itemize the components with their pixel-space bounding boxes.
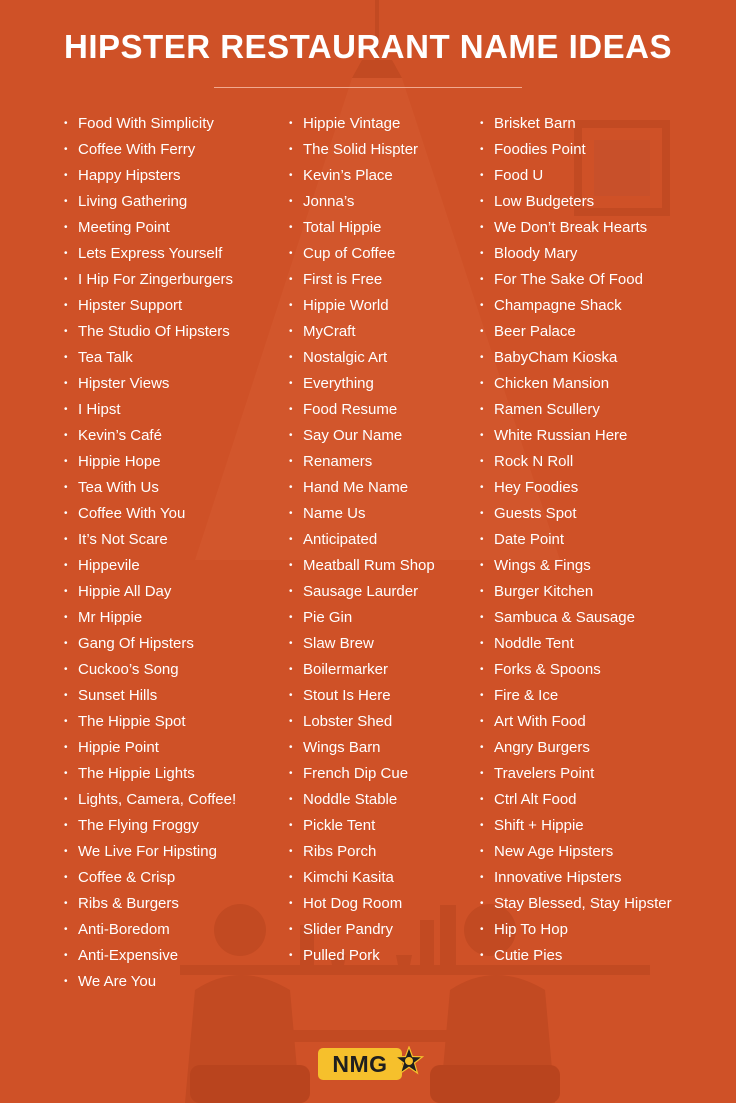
list-item: • Hippie Point [64, 736, 236, 762]
list-item: • We Are You [64, 970, 236, 996]
list-item: • Kimchi Kasita [289, 866, 435, 892]
title-divider [214, 87, 522, 88]
list-item: • Travelers Point [480, 762, 672, 788]
list-item: • The Hippie Spot [64, 710, 236, 736]
list-item: • Lobster Shed [289, 710, 435, 736]
list-item: • We Live For Hipsting [64, 840, 236, 866]
list-item: • Sambuca & Sausage [480, 606, 672, 632]
list-item: • Lights, Camera, Coffee! [64, 788, 236, 814]
list-item: • Nostalgic Art [289, 346, 435, 372]
list-item: • Meeting Point [64, 216, 236, 242]
list-item: • Hot Dog Room [289, 892, 435, 918]
list-item: • Rock N Roll [480, 450, 672, 476]
logo-text: NMG [332, 1051, 388, 1077]
list-item: • The Hippie Lights [64, 762, 236, 788]
list-item: • Say Our Name [289, 424, 435, 450]
list-item: • Meatball Rum Shop [289, 554, 435, 580]
list-item: • Hand Me Name [289, 476, 435, 502]
list-item: • Gang Of Hipsters [64, 632, 236, 658]
name-list-column-1 [64, 112, 236, 996]
list-item: • Lets Express Yourself [64, 242, 236, 268]
list-item: • Kevin’s Place [289, 164, 435, 190]
list-item: • White Russian Here [480, 424, 672, 450]
list-item: • Slaw Brew [289, 632, 435, 658]
list-item: • We Don’t Break Hearts [480, 216, 672, 242]
list-item: • The Flying Froggy [64, 814, 236, 840]
list-item: • Shift + Hippie [480, 814, 672, 840]
list-item: • Boilermarker [289, 658, 435, 684]
list-item: • Ramen Scullery [480, 398, 672, 424]
list-item: • Hip To Hop [480, 918, 672, 944]
list-item: • Stout Is Here [289, 684, 435, 710]
list-item: • Angry Burgers [480, 736, 672, 762]
nmg-logo [318, 1046, 426, 1082]
list-item: • Tea Talk [64, 346, 236, 372]
list-item: • Coffee With You [64, 502, 236, 528]
page-title: HIPSTER RESTAURANT NAME IDEAS [64, 28, 672, 65]
list-item: • Chicken Mansion [480, 372, 672, 398]
list-item: • Sausage Laurder [289, 580, 435, 606]
list-item: • Coffee With Ferry [64, 138, 236, 164]
list-item: • Living Gathering [64, 190, 236, 216]
list-item: • Slider Pandry [289, 918, 435, 944]
list-item: • Forks & Spoons [480, 658, 672, 684]
list-item: • Total Hippie [289, 216, 435, 242]
list-item: • Ctrl Alt Food [480, 788, 672, 814]
star-badge-icon [394, 1046, 424, 1076]
list-item: • Food U [480, 164, 672, 190]
list-item: • Ribs & Burgers [64, 892, 236, 918]
list-item: • Stay Blessed, Stay Hipster [480, 892, 672, 918]
list-item: • BabyCham Kioska [480, 346, 672, 372]
list-item: • It’s Not Scare [64, 528, 236, 554]
list-item: • Pickle Tent [289, 814, 435, 840]
list-item: • Hippevile [64, 554, 236, 580]
list-item: • Coffee & Crisp [64, 866, 236, 892]
name-list-column-3 [480, 112, 672, 970]
list-item: • French Dip Cue [289, 762, 435, 788]
list-item: • The Solid Hispter [289, 138, 435, 164]
list-item: • Wings Barn [289, 736, 435, 762]
list-item: • Hey Foodies [480, 476, 672, 502]
list-item: • New Age Hipsters [480, 840, 672, 866]
list-item: • First is Free [289, 268, 435, 294]
list-item: • Pie Gin [289, 606, 435, 632]
list-item: • Kevin’s Café [64, 424, 236, 450]
list-item: • Cutie Pies [480, 944, 672, 970]
list-item: • Wings & Fings [480, 554, 672, 580]
list-item: • Cuckoo’s Song [64, 658, 236, 684]
list-item: • Renamers [289, 450, 435, 476]
list-item: • Hippie All Day [64, 580, 236, 606]
list-item: • For The Sake Of Food [480, 268, 672, 294]
list-item: • MyCraft [289, 320, 435, 346]
list-item: • Beer Palace [480, 320, 672, 346]
list-item: • Happy Hipsters [64, 164, 236, 190]
list-item: • Jonna’s [289, 190, 435, 216]
list-item: • Noddle Tent [480, 632, 672, 658]
list-item: • Low Budgeters [480, 190, 672, 216]
list-item: • Anti-Expensive [64, 944, 236, 970]
list-item: • I Hip For Zingerburgers [64, 268, 236, 294]
list-item: • Date Point [480, 528, 672, 554]
list-item: • Food With Simplicity [64, 112, 236, 138]
list-item: • Name Us [289, 502, 435, 528]
list-item: • Foodies Point [480, 138, 672, 164]
list-item: • Cup of Coffee [289, 242, 435, 268]
list-item: • Hipster Views [64, 372, 236, 398]
list-item: • Hippie Hope [64, 450, 236, 476]
list-item: • Bloody Mary [480, 242, 672, 268]
list-item: • Everything [289, 372, 435, 398]
list-item: • Innovative Hipsters [480, 866, 672, 892]
list-item: • Tea With Us [64, 476, 236, 502]
list-item: • Anticipated [289, 528, 435, 554]
list-item: • Brisket Barn [480, 112, 672, 138]
list-item: • Anti-Boredom [64, 918, 236, 944]
list-item: • The Studio Of Hipsters [64, 320, 236, 346]
list-item: • Mr Hippie [64, 606, 236, 632]
list-item: • Guests Spot [480, 502, 672, 528]
list-item: • Hipster Support [64, 294, 236, 320]
list-item: • Sunset Hills [64, 684, 236, 710]
list-item: • Champagne Shack [480, 294, 672, 320]
list-item: • Art With Food [480, 710, 672, 736]
list-item: • Pulled Pork [289, 944, 435, 970]
name-list-column-2 [289, 112, 435, 970]
list-item: • Fire & Ice [480, 684, 672, 710]
list-item: • I Hipst [64, 398, 236, 424]
list-item: • Noddle Stable [289, 788, 435, 814]
list-item: • Burger Kitchen [480, 580, 672, 606]
list-item: • Hippie World [289, 294, 435, 320]
list-item: • Food Resume [289, 398, 435, 424]
list-item: • Hippie Vintage [289, 112, 435, 138]
list-item: • Ribs Porch [289, 840, 435, 866]
